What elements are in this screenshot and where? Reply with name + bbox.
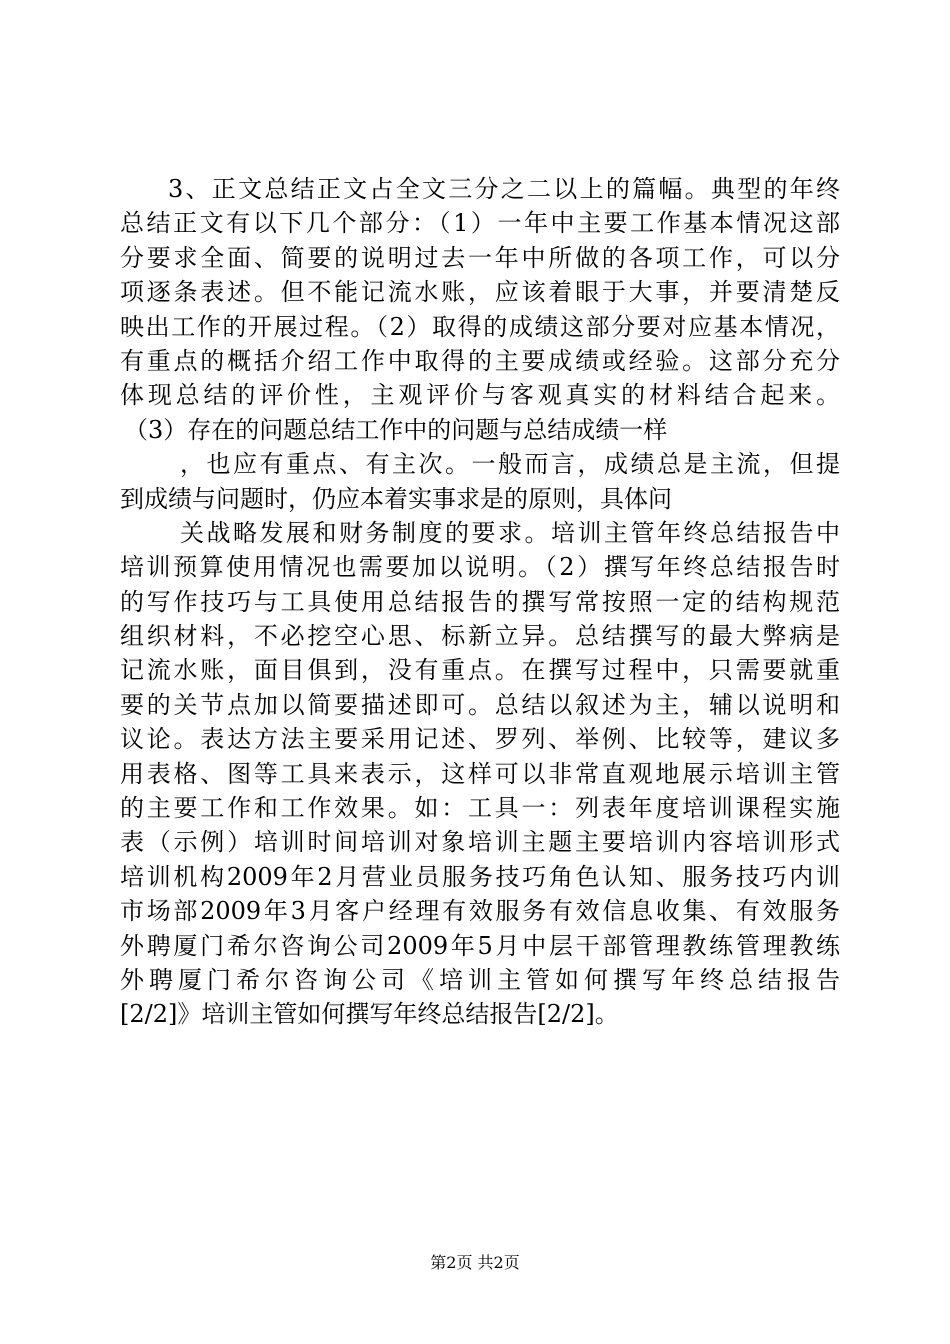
text-line: 表（示例）培训时间培训对象培训主题主要培训内容培训形式: [120, 828, 840, 857]
text-line: 组织材料，不必挖空心思、标新立异。总结撰写的最大弊病是: [120, 622, 840, 651]
text-line: 映出工作的开展过程。（2）取得的成绩这部分要对应基本情况，: [120, 312, 840, 341]
text-line: 的主要工作和工作效果。如：工具一：列表年度培训课程实施: [120, 794, 840, 823]
text-line: 要的关节点加以简要描述即可。总结以叙述为主，辅以说明和: [120, 690, 840, 719]
text-line: 记流水账，面目俱到，没有重点。在撰写过程中，只需要就重: [120, 656, 840, 685]
text-line: 体现总结的评价性，主观评价与客观真实的材料结合起来。: [120, 381, 840, 410]
text-line: [2/2]》培训主管如何撰写年终总结报告[2/2]。: [120, 1000, 619, 1029]
document-body: [120, 172, 840, 1032]
text-line: 有重点的概括介绍工作中取得的主要成绩或经验。这部分充分: [120, 346, 840, 375]
text-line: 总结正文有以下几个部分：（1）一年中主要工作基本情况这部: [120, 209, 840, 238]
text-line: 到成绩与问题时，仍应本着实事求是的原则，具体问: [120, 484, 672, 513]
text-line: （3）存在的问题总结工作中的问题与总结成绩一样: [124, 415, 668, 444]
text-line: ，也应有重点、有主次。一般而言，成绩总是主流，但提: [180, 450, 840, 479]
text-line: 项逐条表述。但不能记流水账，应该着眼于大事，并要清楚反: [120, 278, 840, 307]
text-line: 市场部2009年3月客户经理有效服务有效信息收集、有效服务: [120, 897, 840, 926]
text-line: 3、正文总结正文占全文三分之二以上的篇幅。典型的年终: [168, 175, 840, 203]
text-line: 外聘厦门希尔咨询公司2009年5月中层干部管理教练管理教练: [120, 931, 840, 960]
text-line: 培训机构2009年2月营业员服务技巧角色认知、服务技巧内训: [120, 862, 840, 891]
text-line: 培训预算使用情况也需要加以说明。（2）撰写年终总结报告时: [120, 553, 840, 582]
text-line: 分要求全面、简要的说明过去一年中所做的各项工作，可以分: [120, 243, 840, 272]
text-line: 的写作技巧与工具使用总结报告的撰写常按照一定的结构规范: [120, 587, 840, 616]
text-line: 外聘厦门希尔咨询公司《培训主管如何撰写年终总结报告: [120, 965, 840, 994]
text-line: 用表格、图等工具来表示，这样可以非常直观地展示培训主管: [120, 759, 840, 788]
text-line: 关战略发展和财务制度的要求。培训主管年终总结报告中: [180, 518, 840, 547]
text-line: 议论。表达方法主要采用记述、罗列、举例、比较等，建议多: [120, 725, 840, 754]
page-number-footer: 第2页 共2页: [430, 1253, 520, 1272]
